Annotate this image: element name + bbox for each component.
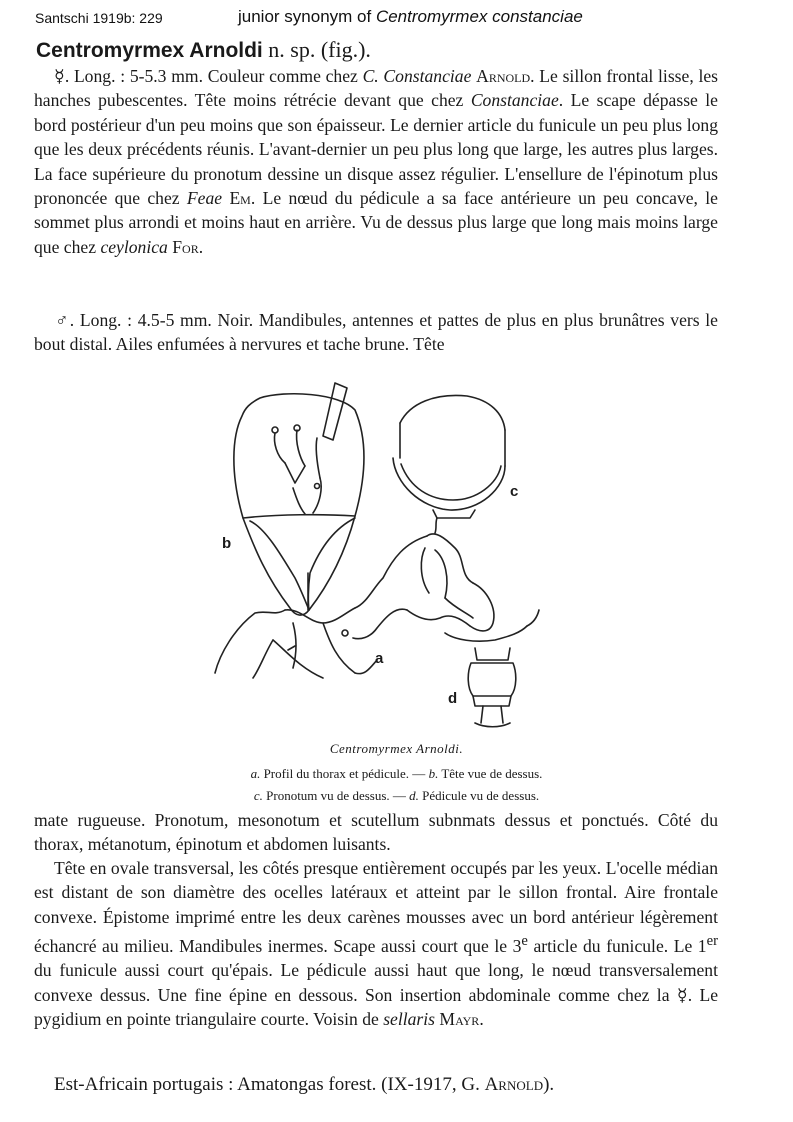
text-run: . Long. : 4.5-5 mm. Noir. Mandibules, antennes et pattes de plus en plus brunâtres vers le bout distal. Ailes enfumées à nervures et tache brune. Tête: [34, 310, 718, 355]
synonym-name: Centromyrmex constanciae: [375, 7, 583, 26]
pedicle-drawing-d: [445, 610, 539, 727]
figure-label-b: b: [222, 535, 232, 552]
text-run: du funicule aussi court qu'épais. Le pédicule aussi haut que long, le nœud transversalement convexe dessus. Une fine épine en dessous. Son insertion abdominale comme chez la: [34, 960, 718, 1005]
text-run: Feae: [186, 188, 223, 209]
thorax-profile-drawing-a: [215, 534, 494, 678]
caption-letter: a.: [250, 766, 261, 781]
author-name: Em: [229, 188, 251, 209]
male-symbol: ♂: [54, 310, 70, 330]
text-run: . Le pygidium en pointe triangulaire courte. Voisin de: [34, 984, 719, 1030]
text-run: . Long. : 5-5.3 mm. Couleur comme chez: [64, 66, 363, 86]
head-drawing-b: [234, 383, 364, 615]
text-run: sellaris: [383, 1009, 436, 1030]
anatomical-figure: [205, 378, 565, 738]
text-run: ).: [543, 1074, 555, 1095]
text-run: Est-Africain portugais : Amatongas forest. (IX-1917, G.: [54, 1074, 485, 1095]
caption-text: Pédicule vu de dessus.: [418, 788, 540, 803]
synonym-prefix: junior synonym of: [238, 7, 376, 26]
superscript: e: [521, 933, 528, 950]
author-name: Arnold: [476, 66, 531, 86]
text-run: article du funicule. Le 1: [527, 936, 707, 957]
author-name: Arnold: [484, 1074, 544, 1095]
male-description-continued: mate rugueuse. Pronotum, mesonotum et scutellum subnmats dessus et ponctués. Côté du thorax, métanotum, épinotum et abdomen luisants.: [34, 810, 718, 855]
figure-label-d: d: [448, 690, 458, 707]
locality: [34, 1072, 718, 1098]
worker-description: [34, 64, 718, 259]
species-suffix: n. sp. (fig.).: [262, 37, 371, 62]
superscript: er: [706, 933, 718, 950]
text-run: . Le scape dépasse le bord postérieur d'un peu moins que son épaisseur. Le dernier article du funicule un peu plus long que les deux précédents réunis. L'avant-dernier un peu plus long que large, les autres plus larges. La face supérieure du pronotum dessine un disque assez régulier. L'ensellure de l'épinotum plus prononcée que chez: [34, 90, 718, 209]
worker-symbol: ☿: [676, 984, 688, 1005]
worker-symbol: ☿: [54, 66, 65, 86]
figure-label-c: c: [510, 483, 519, 500]
text-run: C. Constanciae: [362, 66, 472, 86]
pronotum-drawing-c: [393, 395, 505, 533]
text-run: .: [198, 236, 204, 257]
figure-caption-line-1: [0, 766, 793, 782]
author-name: For: [172, 236, 199, 257]
caption-letter: b.: [428, 766, 439, 781]
caption-letter: d.: [409, 788, 419, 803]
text-run: .: [479, 1009, 484, 1030]
text-run: ceylonica: [100, 236, 168, 257]
caption-text: Profil du thorax et pédicule. —: [260, 766, 429, 781]
figure-drawing: [205, 378, 565, 738]
figure-caption-line-2: [0, 788, 793, 804]
text-run: . Le nœud du pédicule a sa face antérieure un peu concave, le sommet plus arrondi et moins haut en arrière. Vu de dessus plus large que long mais moins large que chez: [34, 188, 718, 257]
figure-caption-title: Centromyrmex Arnoldi.: [329, 741, 464, 756]
caption-letter: c.: [253, 788, 263, 803]
species-name: Centromyrmex Arnoldi: [36, 39, 263, 62]
text-run: . Le sillon frontal lisse, les hanches pubescentes. Tête moins rétrécie devant que chez: [34, 66, 718, 111]
text-run: Tête en ovale transversal, les côtés presque entièrement occupés par les yeux. L'ocelle médian est distant de son diamètre des ocelles latéraux et atteint par le sillon frontal. Aire frontale convexe. Épistome imprimé entre les deux carènes mousses avec un bord antérieur légèrement échancré au milieu. Mandibules inermes. Scape aussi court que le 3: [34, 858, 718, 957]
synonym-header: [238, 7, 583, 27]
caption-text: Tête vue de dessus.: [438, 766, 543, 781]
head-description: [34, 856, 718, 1032]
caption-text: Pronotum vu de dessus. —: [262, 788, 410, 803]
figure-label-a: a: [375, 650, 384, 667]
citation-header: Santschi 1919b: 229: [35, 10, 163, 26]
text-run: Constanciae: [470, 90, 559, 111]
author-name: Mayr: [439, 1009, 480, 1030]
male-description: [34, 308, 718, 357]
species-title: [36, 37, 371, 63]
